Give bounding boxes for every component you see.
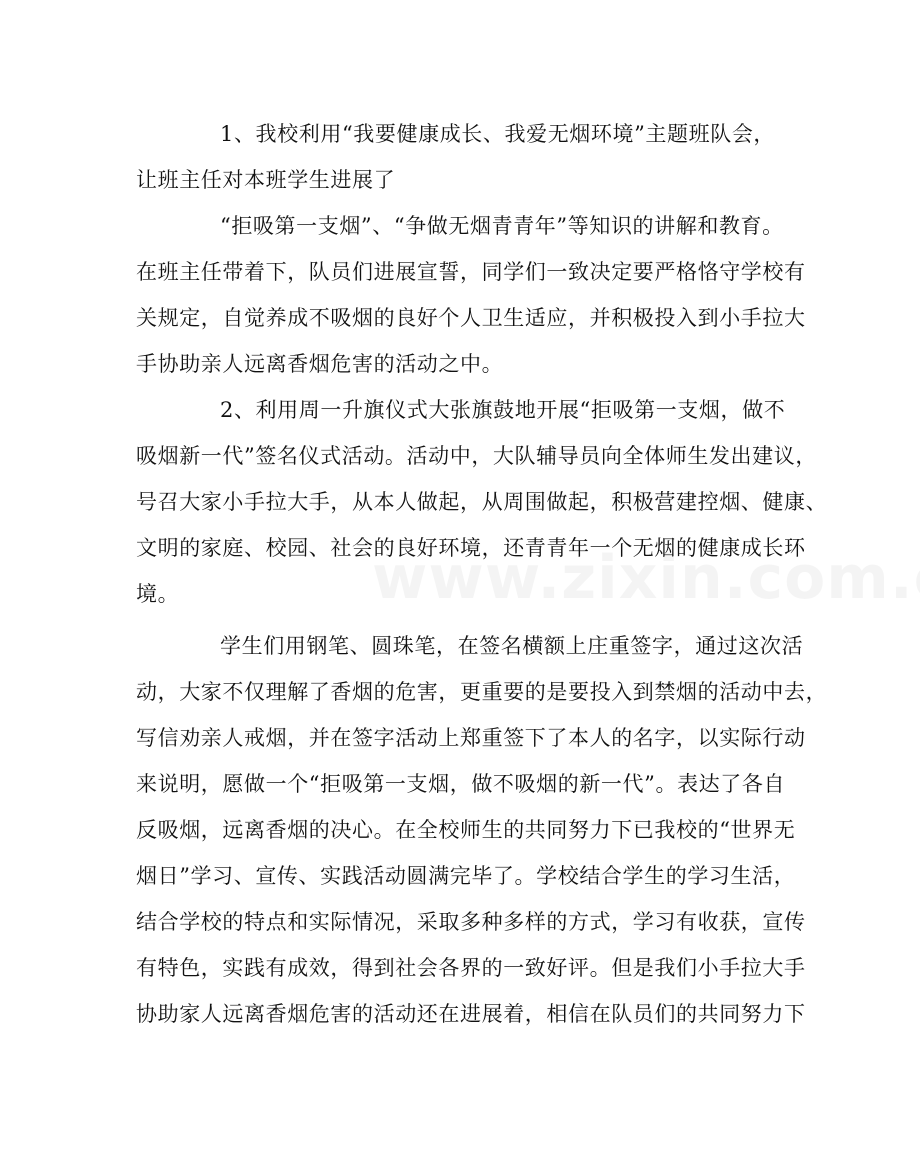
text-line: 关规定，自觉养成不吸烟的良好个人卫生适应，并积极投入到小手拉大 (136, 306, 806, 330)
text-line: 手协助亲人远离香烟危害的活动之中。 (136, 352, 504, 376)
text-line: 动，大家不仅理解了香烟的危害，更重要的是要投入到禁烟的活动中去， (136, 680, 828, 704)
text-line: 烟日”学习、宣传、实践活动圆满完毕了。学校结合学生的学习生活， (136, 864, 796, 888)
text-line: 协助家人远离香烟危害的活动还在进展着，相信在队员们的共同努力下 (136, 1002, 806, 1026)
text-line: 结合学校的特点和实际情况，采取多种多样的方式，学习有收获，宣传 (136, 910, 806, 934)
text-line: 2、利用周一升旗仪式大张旗鼓地开展“拒吸第一支烟，做不 (220, 398, 786, 422)
text-line: 吸烟新一代”签名仪式活动。活动中，大队辅导员向全体师生发出建议， (136, 444, 817, 468)
text-line: 境。 (136, 582, 180, 606)
text-line: 1、我校利用“我要健康成长、我爱无烟环境”主题班队会， (220, 122, 776, 146)
text-line: 在班主任带着下，队员们进展宣誓，同学们一致决定要严格恪守学校有 (136, 260, 806, 284)
text-line: 号召大家小手拉大手，从本人做起，从周围做起，积极营建控烟、健康、 (136, 490, 828, 514)
text-line: 有特色，实践有成效，得到社会各界的一致好评。但是我们小手拉大手 (136, 956, 806, 980)
text-line: 学生们用钢笔、圆珠笔，在签名横额上庄重签字，通过这次活 (220, 634, 804, 658)
text-line: 文明的家庭、校园、社会的良好环境，还青青年一个无烟的健康成长环 (136, 536, 806, 560)
text-line: 写信劝亲人戒烟，并在签字活动上郑重签下了本人的名字，以实际行动 (136, 726, 806, 750)
text-line: 反吸烟，远离香烟的决心。在全校师生的共同努力下已我校的“世界无 (136, 818, 796, 842)
text-line: 让班主任对本班学生进展了 (136, 168, 396, 192)
text-line: “拒吸第一支烟”、“争做无烟青青年”等知识的讲解和教育。 (220, 214, 784, 238)
text-line: 来说明，愿做一个“拒吸第一支烟，做不吸烟的新一代”。表达了各自 (136, 772, 786, 796)
